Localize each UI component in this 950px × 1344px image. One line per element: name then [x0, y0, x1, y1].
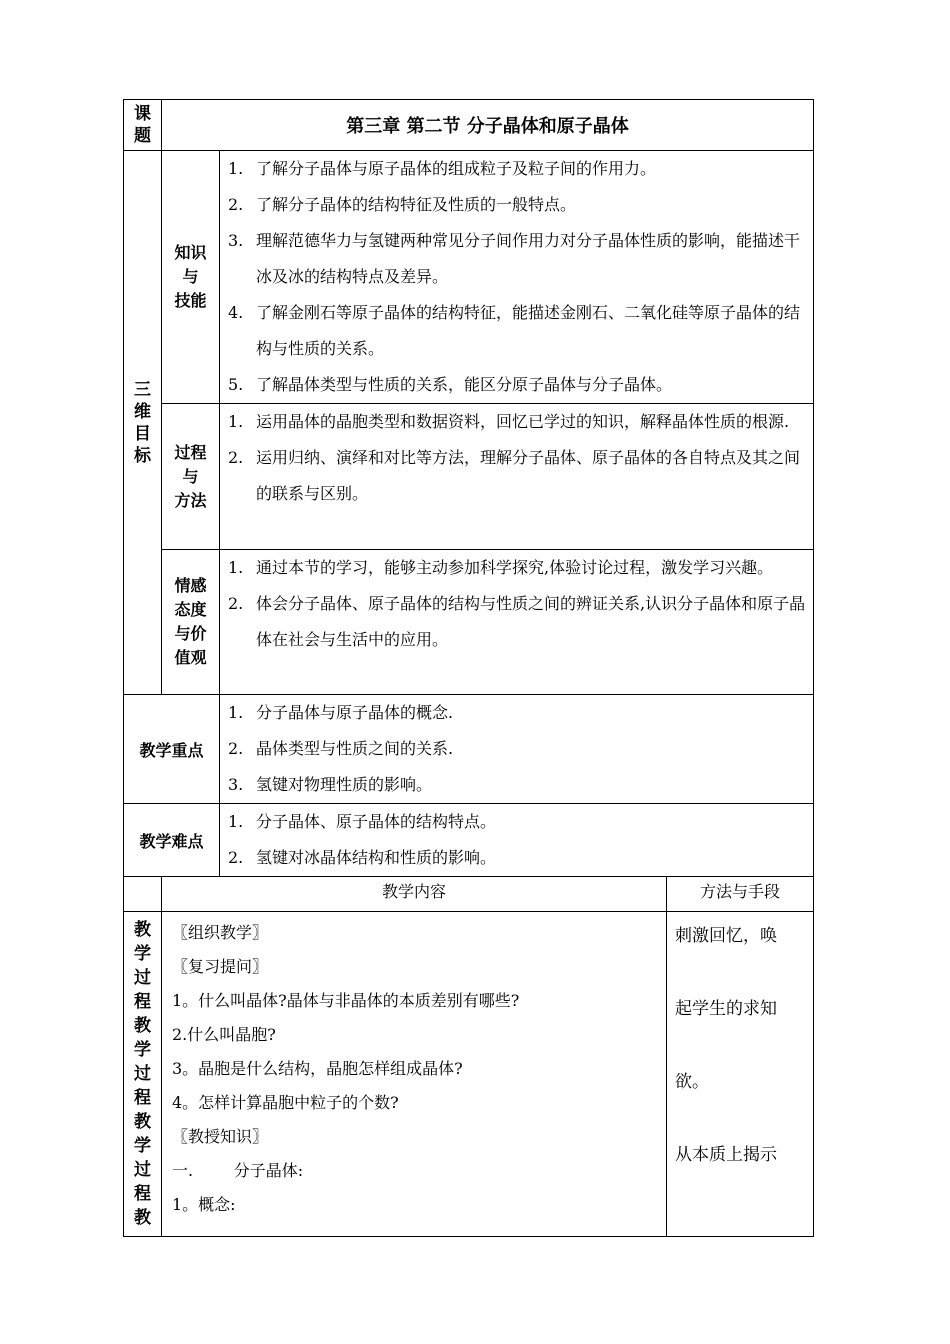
difficult-points-row [124, 804, 814, 877]
method-line: 刺激回忆，唤 [675, 926, 777, 946]
teaching-process-label: 教 学 过 程 教 学 过 程 教 学 过 程 教 [124, 912, 162, 1237]
list-item: 2. 氢键对冰晶体结构和性质的影响。 [228, 848, 497, 867]
knowledge-row [124, 151, 814, 404]
content-line: 〖复习提问〗 [172, 957, 269, 976]
knowledge-skills-label: 知识 与 技能 [162, 151, 220, 404]
goal-item: 2. 了解分子晶体的结构特征及性质的一般特点。 [228, 195, 577, 214]
method-line: 从本质上揭示 [675, 1145, 777, 1165]
goal-item: 1. 运用晶体的晶胞类型和数据资料，回忆已学过的知识，解释晶体性质的根源. [228, 412, 790, 431]
emotion-values-label: 情感 态度 与价 值观 [162, 550, 220, 695]
emotion-goal-list [220, 550, 813, 658]
goal-item: 2. 运用归纳、演绎和对比等方法，理解分子晶体、原子晶体的各自特点及其之间的联系与区别。 [228, 448, 801, 503]
difficult-points-list [220, 804, 813, 876]
goal-item: 2. 体会分子晶体、原子晶体的结构与性质之间的辨证关系,认识分子晶体和原子晶体在社会与生活中的应用。 [228, 594, 806, 649]
key-points-label: 教学重点 [124, 695, 220, 804]
content-line: 〖组织教学〗 [172, 923, 269, 942]
process-method-row [124, 404, 814, 550]
list-item: 1. 分子晶体、原子晶体的结构特点。 [228, 812, 497, 831]
process-header-row [124, 877, 814, 912]
title-row [124, 100, 814, 151]
list-item: 1. 分子晶体与原子晶体的概念. [228, 703, 454, 722]
teaching-content [162, 912, 667, 1237]
emotion-goals [220, 550, 814, 695]
empty-cell [124, 877, 162, 912]
list-item: 2. 晶体类型与性质之间的关系. [228, 739, 454, 758]
goal-item: 3. 理解范德华力与氢键两种常见分子间作用力对分子晶体性质的影响，能描述干冰及冰的结构特点及差异。 [228, 231, 801, 286]
process-body-row [124, 912, 814, 1237]
goal-item: 1. 了解分子晶体与原子晶体的组成粒子及粒子间的作用力。 [228, 159, 657, 178]
goal-item: 5. 了解晶体类型与性质的关系，能区分原子晶体与分子晶体。 [228, 375, 673, 394]
content-line: 4。怎样计算晶胞中粒子的个数? [172, 1093, 399, 1112]
method-line: 起学生的求知 [675, 999, 777, 1019]
knowledge-goal-list [220, 151, 813, 403]
content-line: 1。什么叫晶体?晶体与非晶体的本质差别有哪些? [172, 991, 520, 1010]
emotion-values-row [124, 550, 814, 695]
difficult-points-content [220, 804, 814, 877]
method-header: 方法与手段 [667, 877, 814, 912]
key-points-content [220, 695, 814, 804]
process-goal-list [220, 404, 813, 512]
goal-item: 4. 了解金刚石等原子晶体的结构特征，能描述金刚石、二氧化硅等原子晶体的结构与性质的关系。 [228, 303, 801, 358]
content-line: 3。晶胞是什么结构，晶胞怎样组成晶体? [172, 1059, 463, 1078]
method-line: 欲。 [675, 1072, 709, 1092]
content-line: 1。概念: [172, 1195, 236, 1214]
content-header: 教学内容 [162, 877, 667, 912]
lesson-title: 第三章 第二节 分子晶体和原子晶体 [162, 100, 814, 151]
content-line: 一. 分子晶体: [172, 1161, 304, 1180]
lesson-plan-table [123, 99, 814, 1237]
process-goals [220, 404, 814, 550]
key-points-row [124, 695, 814, 804]
topic-label: 课 题 [124, 100, 162, 151]
teaching-method [667, 912, 814, 1237]
process-method-label: 过程 与 方法 [162, 404, 220, 550]
list-item: 3. 氢键对物理性质的影响。 [228, 775, 433, 794]
difficult-points-label: 教学难点 [124, 804, 220, 877]
knowledge-goals [220, 151, 814, 404]
three-dimensional-goals-label: 三 维 目 标 [124, 151, 162, 695]
content-line: 2.什么叫晶胞? [172, 1025, 276, 1044]
key-points-list [220, 695, 813, 803]
content-line: 〖教授知识〗 [172, 1127, 269, 1146]
goal-item: 1. 通过本节的学习，能够主动参加科学探究,体验讨论过程，激发学习兴趣。 [228, 558, 774, 577]
